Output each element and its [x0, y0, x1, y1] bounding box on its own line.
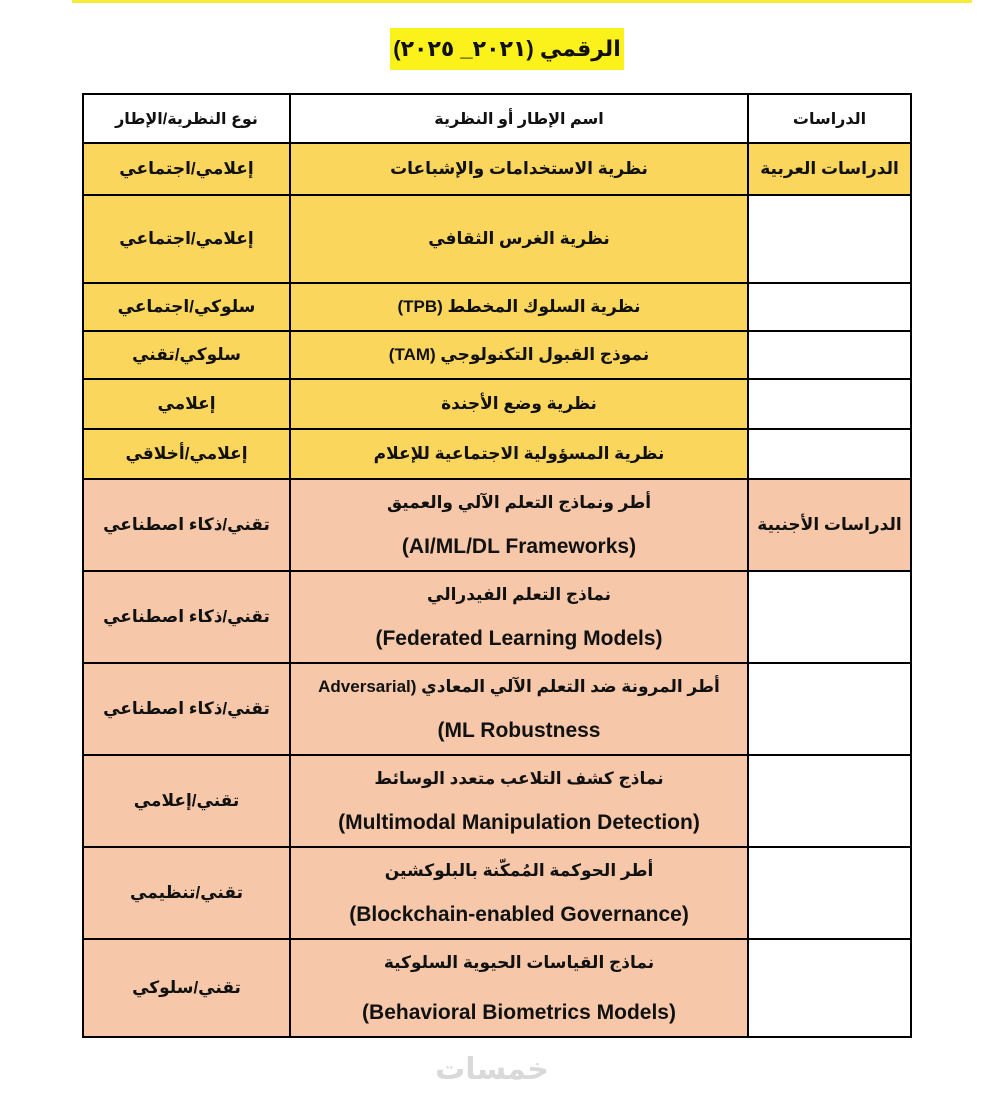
- theory-name-ar: نماذج كشف التلاعب متعدد الوسائط: [374, 769, 664, 788]
- header-studies: الدراسات: [748, 94, 911, 143]
- studies-empty-cell: [748, 663, 911, 755]
- theory-name: [290, 663, 748, 755]
- theory-name-ar: نماذج التعلم الفيدرالي: [427, 585, 612, 604]
- section-foreign-studies: الدراسات الأجنبية: [748, 479, 911, 571]
- theory-name-en: (Multimodal Manipulation Detection): [338, 811, 700, 834]
- header-name: اسم الإطار أو النظرية: [290, 94, 748, 143]
- studies-empty-cell: [748, 755, 911, 847]
- theory-type: تقني/تنظيمي: [83, 847, 290, 939]
- theory-name-en: (Blockchain-enabled Governance): [349, 903, 689, 926]
- theory-name: [290, 755, 748, 847]
- section-arabic-studies: الدراسات العربية: [748, 143, 911, 195]
- theory-name: نظرية الاستخدامات والإشباعات: [290, 143, 748, 195]
- theory-type: سلوكي/تقني: [83, 331, 290, 379]
- theories-table: [82, 93, 912, 1038]
- header-type: نوع النظرية/الإطار: [83, 94, 290, 143]
- studies-empty-cell: [748, 571, 911, 663]
- theory-name: [290, 571, 748, 663]
- theory-name: نموذج القبول التكنولوجي (TAM): [290, 331, 748, 379]
- theory-name: نظرية السلوك المخطط (TPB): [290, 283, 748, 331]
- theory-type: تقني/ذكاء اصطناعي: [83, 663, 290, 755]
- theory-type: إعلامي: [83, 379, 290, 429]
- theory-name: [290, 939, 748, 1037]
- watermark-logo: خمسات: [435, 1053, 549, 1086]
- studies-empty-cell: [748, 847, 911, 939]
- studies-empty-cell: [748, 195, 911, 283]
- theory-type: تقني/ذكاء اصطناعي: [83, 571, 290, 663]
- theory-type: إعلامي/اجتماعي: [83, 143, 290, 195]
- studies-empty-cell: [748, 429, 911, 479]
- theory-type: سلوكي/اجتماعي: [83, 283, 290, 331]
- theory-name: نظرية الغرس الثقافي: [290, 195, 748, 283]
- theory-name: نظرية وضع الأجندة: [290, 379, 748, 429]
- theory-name-en: (Federated Learning Models): [375, 627, 663, 650]
- page-title: الرقمي (٢٠٢١_ ٢٠٢٥): [390, 28, 624, 70]
- top-rule: [72, 0, 972, 3]
- studies-empty-cell: [748, 331, 911, 379]
- theory-name-en: ML Robustness): [437, 719, 601, 742]
- studies-empty-cell: [748, 379, 911, 429]
- theory-name: [290, 479, 748, 571]
- theory-type: إعلامي/اجتماعي: [83, 195, 290, 283]
- studies-empty-cell: [748, 283, 911, 331]
- theory-name-ar: أطر الحوكمة المُمكّنة بالبلوكشين: [384, 861, 654, 880]
- theory-type: إعلامي/أخلاقي: [83, 429, 290, 479]
- theory-name-en: (AI/ML/DL Frameworks): [401, 535, 637, 558]
- theory-type: تقني/إعلامي: [83, 755, 290, 847]
- theory-name-ar: نماذج القياسات الحيوية السلوكية: [383, 953, 655, 972]
- theory-name-ar: أطر المرونة ضد التعلم الآلي المعادي (Adversarial: [318, 677, 720, 696]
- theory-type: تقني/سلوكي: [83, 939, 290, 1037]
- theory-name: [290, 847, 748, 939]
- theory-type: تقني/ذكاء اصطناعي: [83, 479, 290, 571]
- studies-empty-cell: [748, 939, 911, 1037]
- theory-name: نظرية المسؤولية الاجتماعية للإعلام: [290, 429, 748, 479]
- theory-name-en: (Behavioral Biometrics Models): [362, 1001, 676, 1024]
- theory-name-ar: أطر ونماذج التعلم الآلي والعميق: [386, 493, 652, 512]
